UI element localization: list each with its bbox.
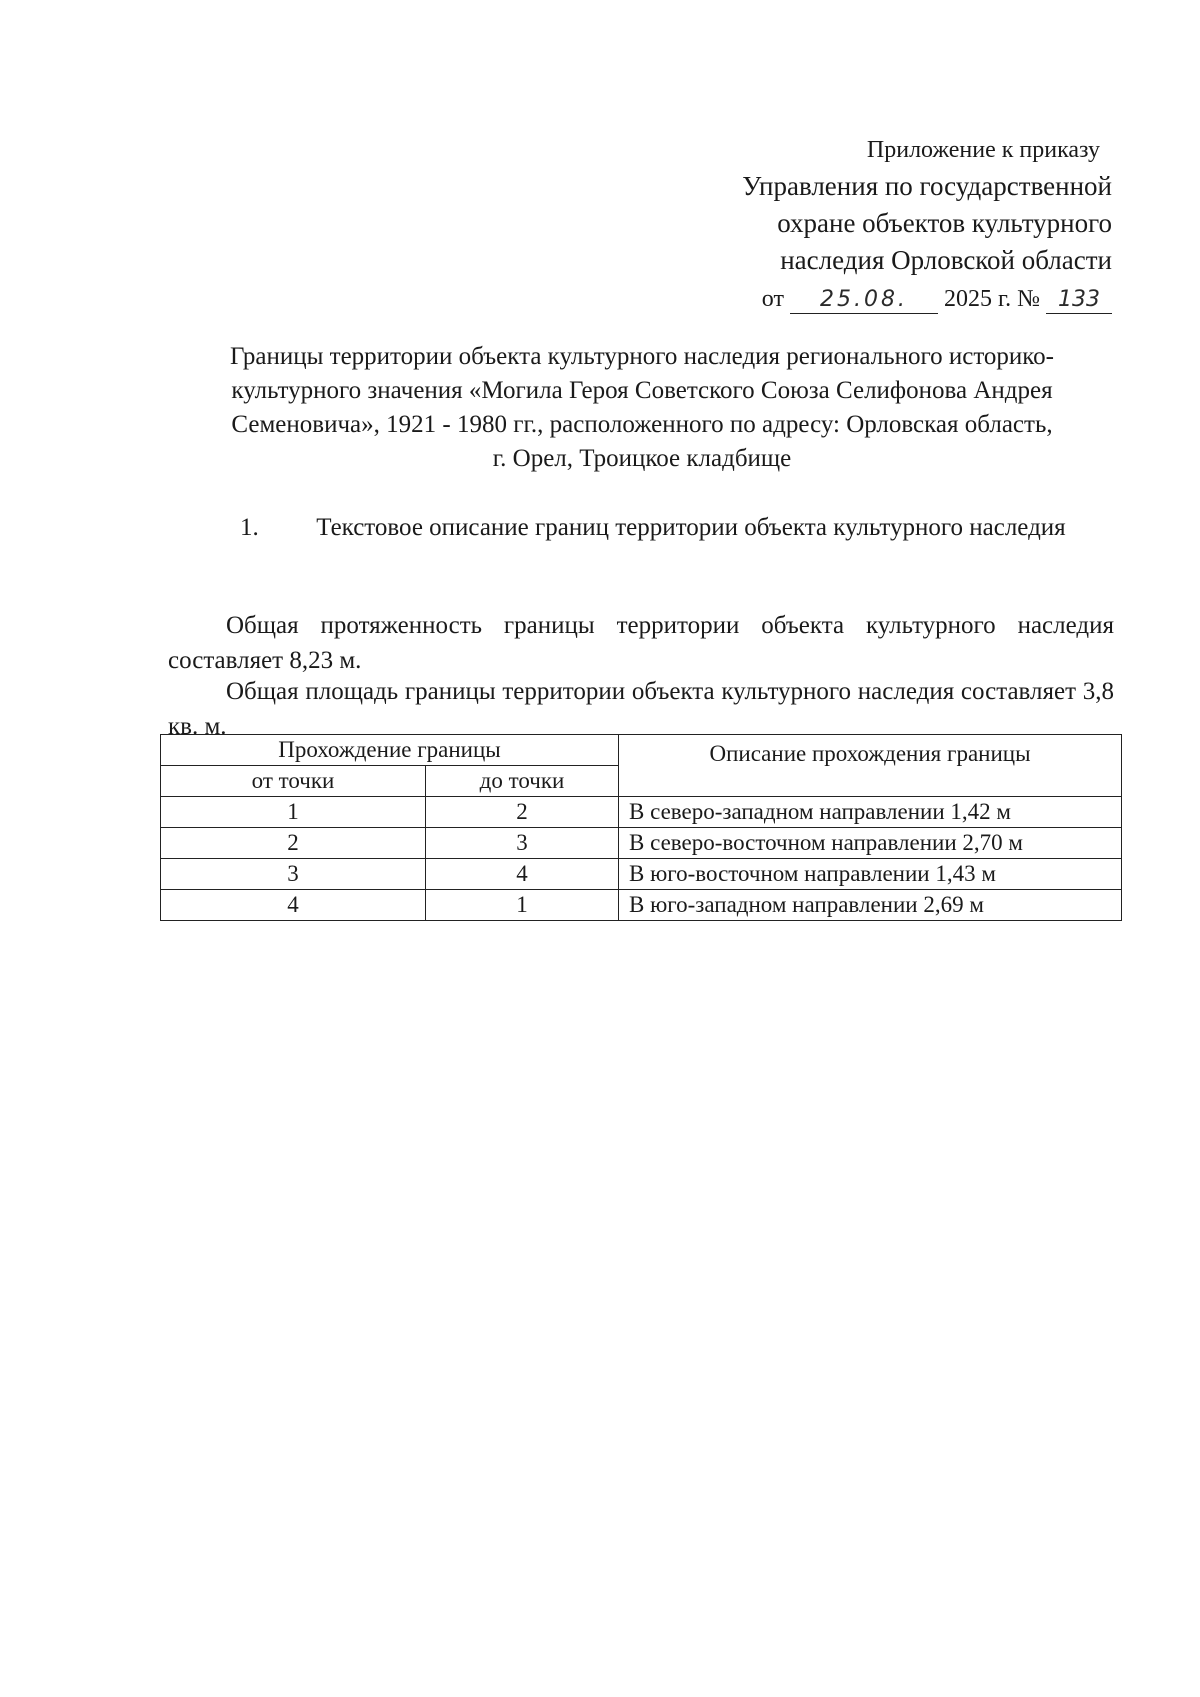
- title-line-1: Границы территории объекта культурного наследия регионального историко-: [229, 343, 1055, 370]
- section-heading: [168, 510, 1114, 546]
- from-point-cell: 1: [161, 797, 426, 828]
- from-point-cell: 2: [161, 828, 426, 859]
- section-number: 1.: [240, 514, 259, 541]
- group-header-cell: Прохождение границы: [161, 735, 619, 766]
- section-text: Текстовое описание границ территории объекта культурного наследия: [316, 514, 1066, 541]
- order-date-line: [742, 281, 1112, 317]
- description-cell: В северо-западном направлении 1,42 м: [619, 797, 1122, 828]
- document-title: [162, 340, 1122, 476]
- description-cell: В юго-восточном направлении 1,43 м: [619, 859, 1122, 890]
- to-point-cell: 2: [426, 797, 619, 828]
- boundary-area-paragraph: Общая площадь границы территории объекта культурного наследия составляет 3,8 кв. м.: [168, 678, 1114, 740]
- appendix-label: Приложение к приказу: [866, 137, 1100, 163]
- title-line-3: Семеновича», 1921 - 1980 гг., расположенного по адресу: Орловская область,: [231, 411, 1053, 438]
- table-row: [161, 890, 1122, 921]
- handwritten-order-number: 133: [1046, 287, 1112, 314]
- table-row: [161, 859, 1122, 890]
- order-appendix-header: [742, 132, 1112, 317]
- title-line-4: г. Орел, Троицкое кладбище: [492, 445, 792, 472]
- description-cell: В юго-западном направлении 2,69 м: [619, 890, 1122, 921]
- year-text: 2025 г. №: [943, 286, 1040, 312]
- date-prefix: от: [761, 286, 784, 312]
- authority-line-2: охране объектов культурного: [777, 208, 1112, 238]
- from-point-cell: 3: [161, 859, 426, 890]
- to-point-header: до точки: [426, 766, 619, 797]
- table-row: [161, 828, 1122, 859]
- boundary-table: [160, 734, 1122, 921]
- boundary-length-paragraph: Общая протяженность границы территории объекта культурного наследия составляет 8,23 м.: [168, 612, 1114, 674]
- table-header-row: [161, 735, 1122, 766]
- title-line-2: культурного значения «Могила Героя Советского Союза Селифонова Андрея: [231, 377, 1053, 404]
- to-point-cell: 4: [426, 859, 619, 890]
- to-point-cell: 1: [426, 890, 619, 921]
- from-point-cell: 4: [161, 890, 426, 921]
- from-point-header: от точки: [161, 766, 426, 797]
- handwritten-date: 25.08.: [790, 287, 938, 314]
- authority-line-3: наследия Орловской области: [780, 245, 1112, 275]
- table-row: [161, 797, 1122, 828]
- to-point-cell: 3: [426, 828, 619, 859]
- description-header-cell: Описание прохождения границы: [619, 735, 1122, 797]
- authority-line-1: Управления по государственной: [742, 171, 1112, 201]
- description-cell: В северо-восточном направлении 2,70 м: [619, 828, 1122, 859]
